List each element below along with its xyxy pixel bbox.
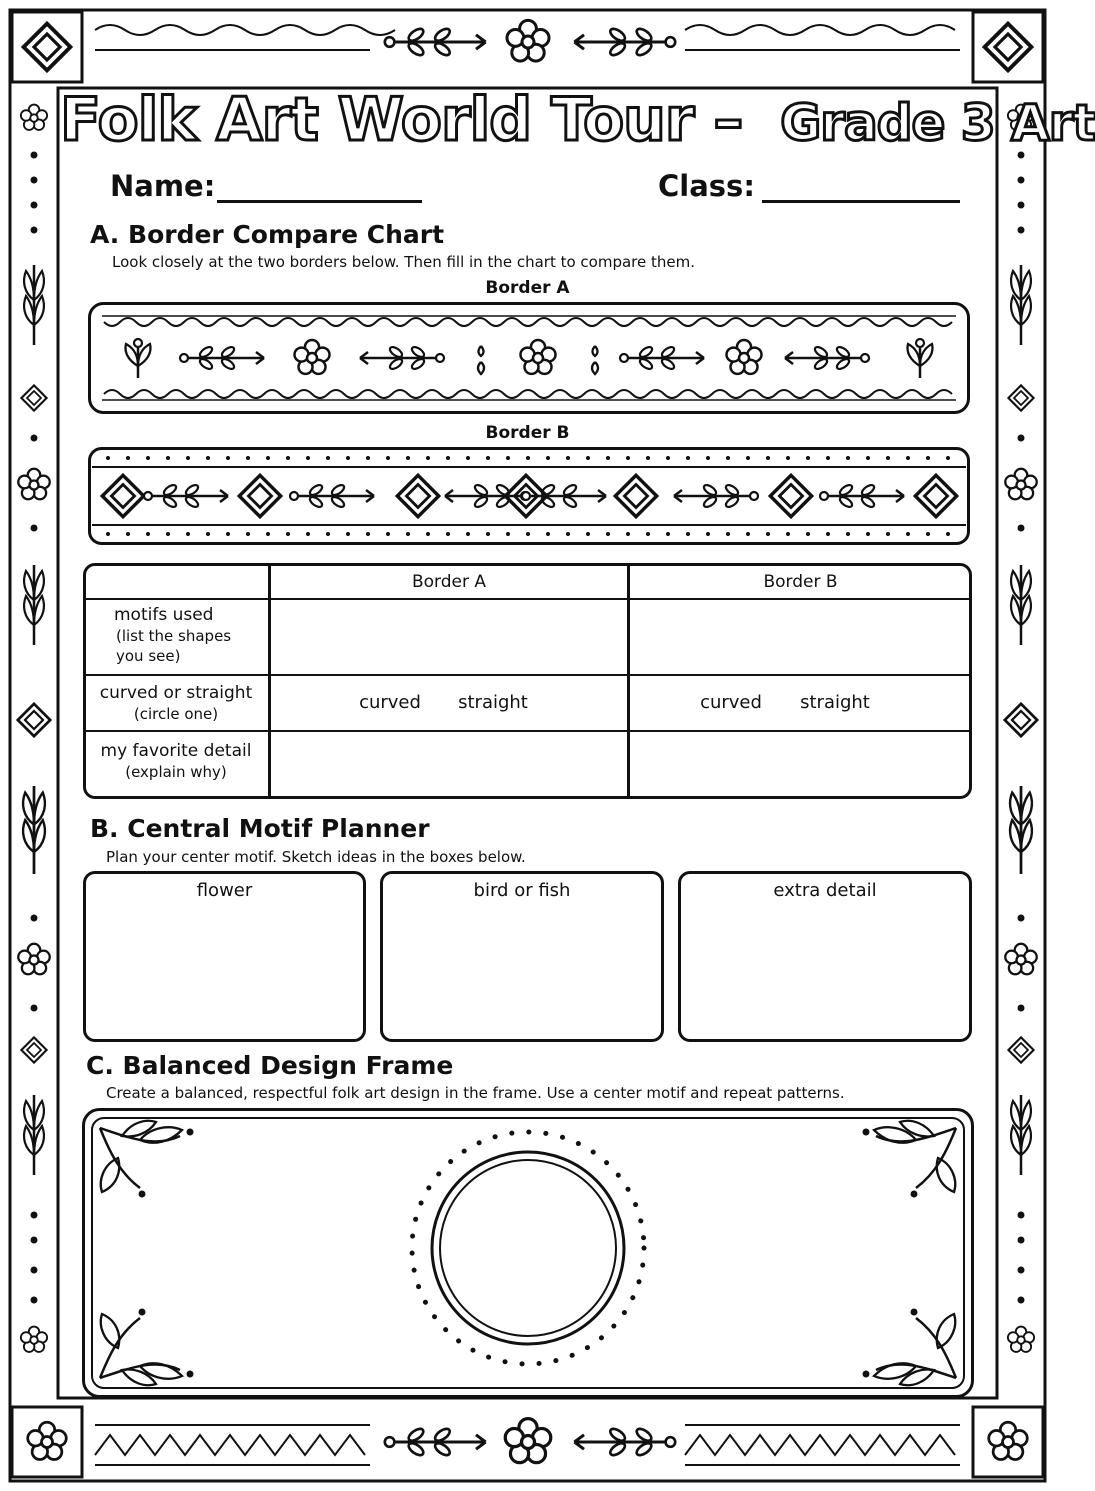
class-field[interactable] [762,200,960,203]
section-b-instruction: Plan your center motif. Sketch ideas in the boxes below. [106,848,526,866]
sketch-box-flower[interactable] [83,871,366,1042]
answer-motifs-border-a[interactable] [271,601,627,673]
border-b-label: Border B [485,423,570,443]
name-field[interactable] [217,200,422,203]
title-dash: – [713,85,743,155]
table-rule-2 [84,674,971,676]
row-motifs-note: (list the shapes you see) [116,627,232,665]
option-curved-border-a[interactable]: curved [359,692,421,713]
section-c-instruction: Create a balanced, respectful folk art design in the frame. Use a center motif and repeat patterns. [106,1084,845,1102]
class-label: Class: [658,169,755,203]
title-main: Folk Art World Tour [60,85,694,155]
column-header-border-b: Border B [763,572,838,592]
name-label: Name: [110,169,216,203]
row-favorite-title: my favorite detail [100,741,252,761]
answer-favorite-border-a[interactable] [271,733,627,797]
sketch-box-bird-or-fish[interactable] [380,871,664,1042]
option-straight-border-a[interactable]: straight [458,692,528,713]
title-grade: Grade 3 Art [780,94,1095,152]
border-b-illustration [88,447,970,545]
row-label-motifs [98,605,263,666]
sketch-box-extra-detail[interactable] [678,871,972,1042]
section-a-instruction: Look closely at the two borders below. Then fill in the chart to compare them. [112,253,696,271]
row-curved-note: (circle one) [133,705,219,723]
section-b-heading: B. Central Motif Planner [90,814,430,843]
table-rule-1 [84,598,971,600]
sketch-box-bird-label: bird or fish [473,880,571,901]
answer-favorite-border-b[interactable] [630,733,971,797]
row-favorite-note: (explain why) [125,763,227,781]
sketch-box-flower-label: flower [196,880,253,901]
design-frame[interactable] [82,1108,974,1398]
option-curved-border-b[interactable]: curved [700,692,762,713]
option-straight-border-b[interactable]: straight [800,692,870,713]
row-motifs-title: motifs used [114,605,214,625]
border-a-illustration [88,302,970,414]
sketch-box-extra-label: extra detail [773,880,877,901]
section-c-heading: C. Balanced Design Frame [86,1051,454,1080]
page-title [0,82,1095,161]
border-a-label: Border A [485,278,570,298]
answer-motifs-border-b[interactable] [630,601,971,673]
section-a-heading: A. Border Compare Chart [90,220,445,249]
column-header-border-a: Border A [411,572,487,592]
row-label-favorite [84,741,268,782]
row-label-curved [84,683,268,724]
table-rule-3 [84,730,971,732]
row-curved-title: curved or straight [99,683,253,703]
